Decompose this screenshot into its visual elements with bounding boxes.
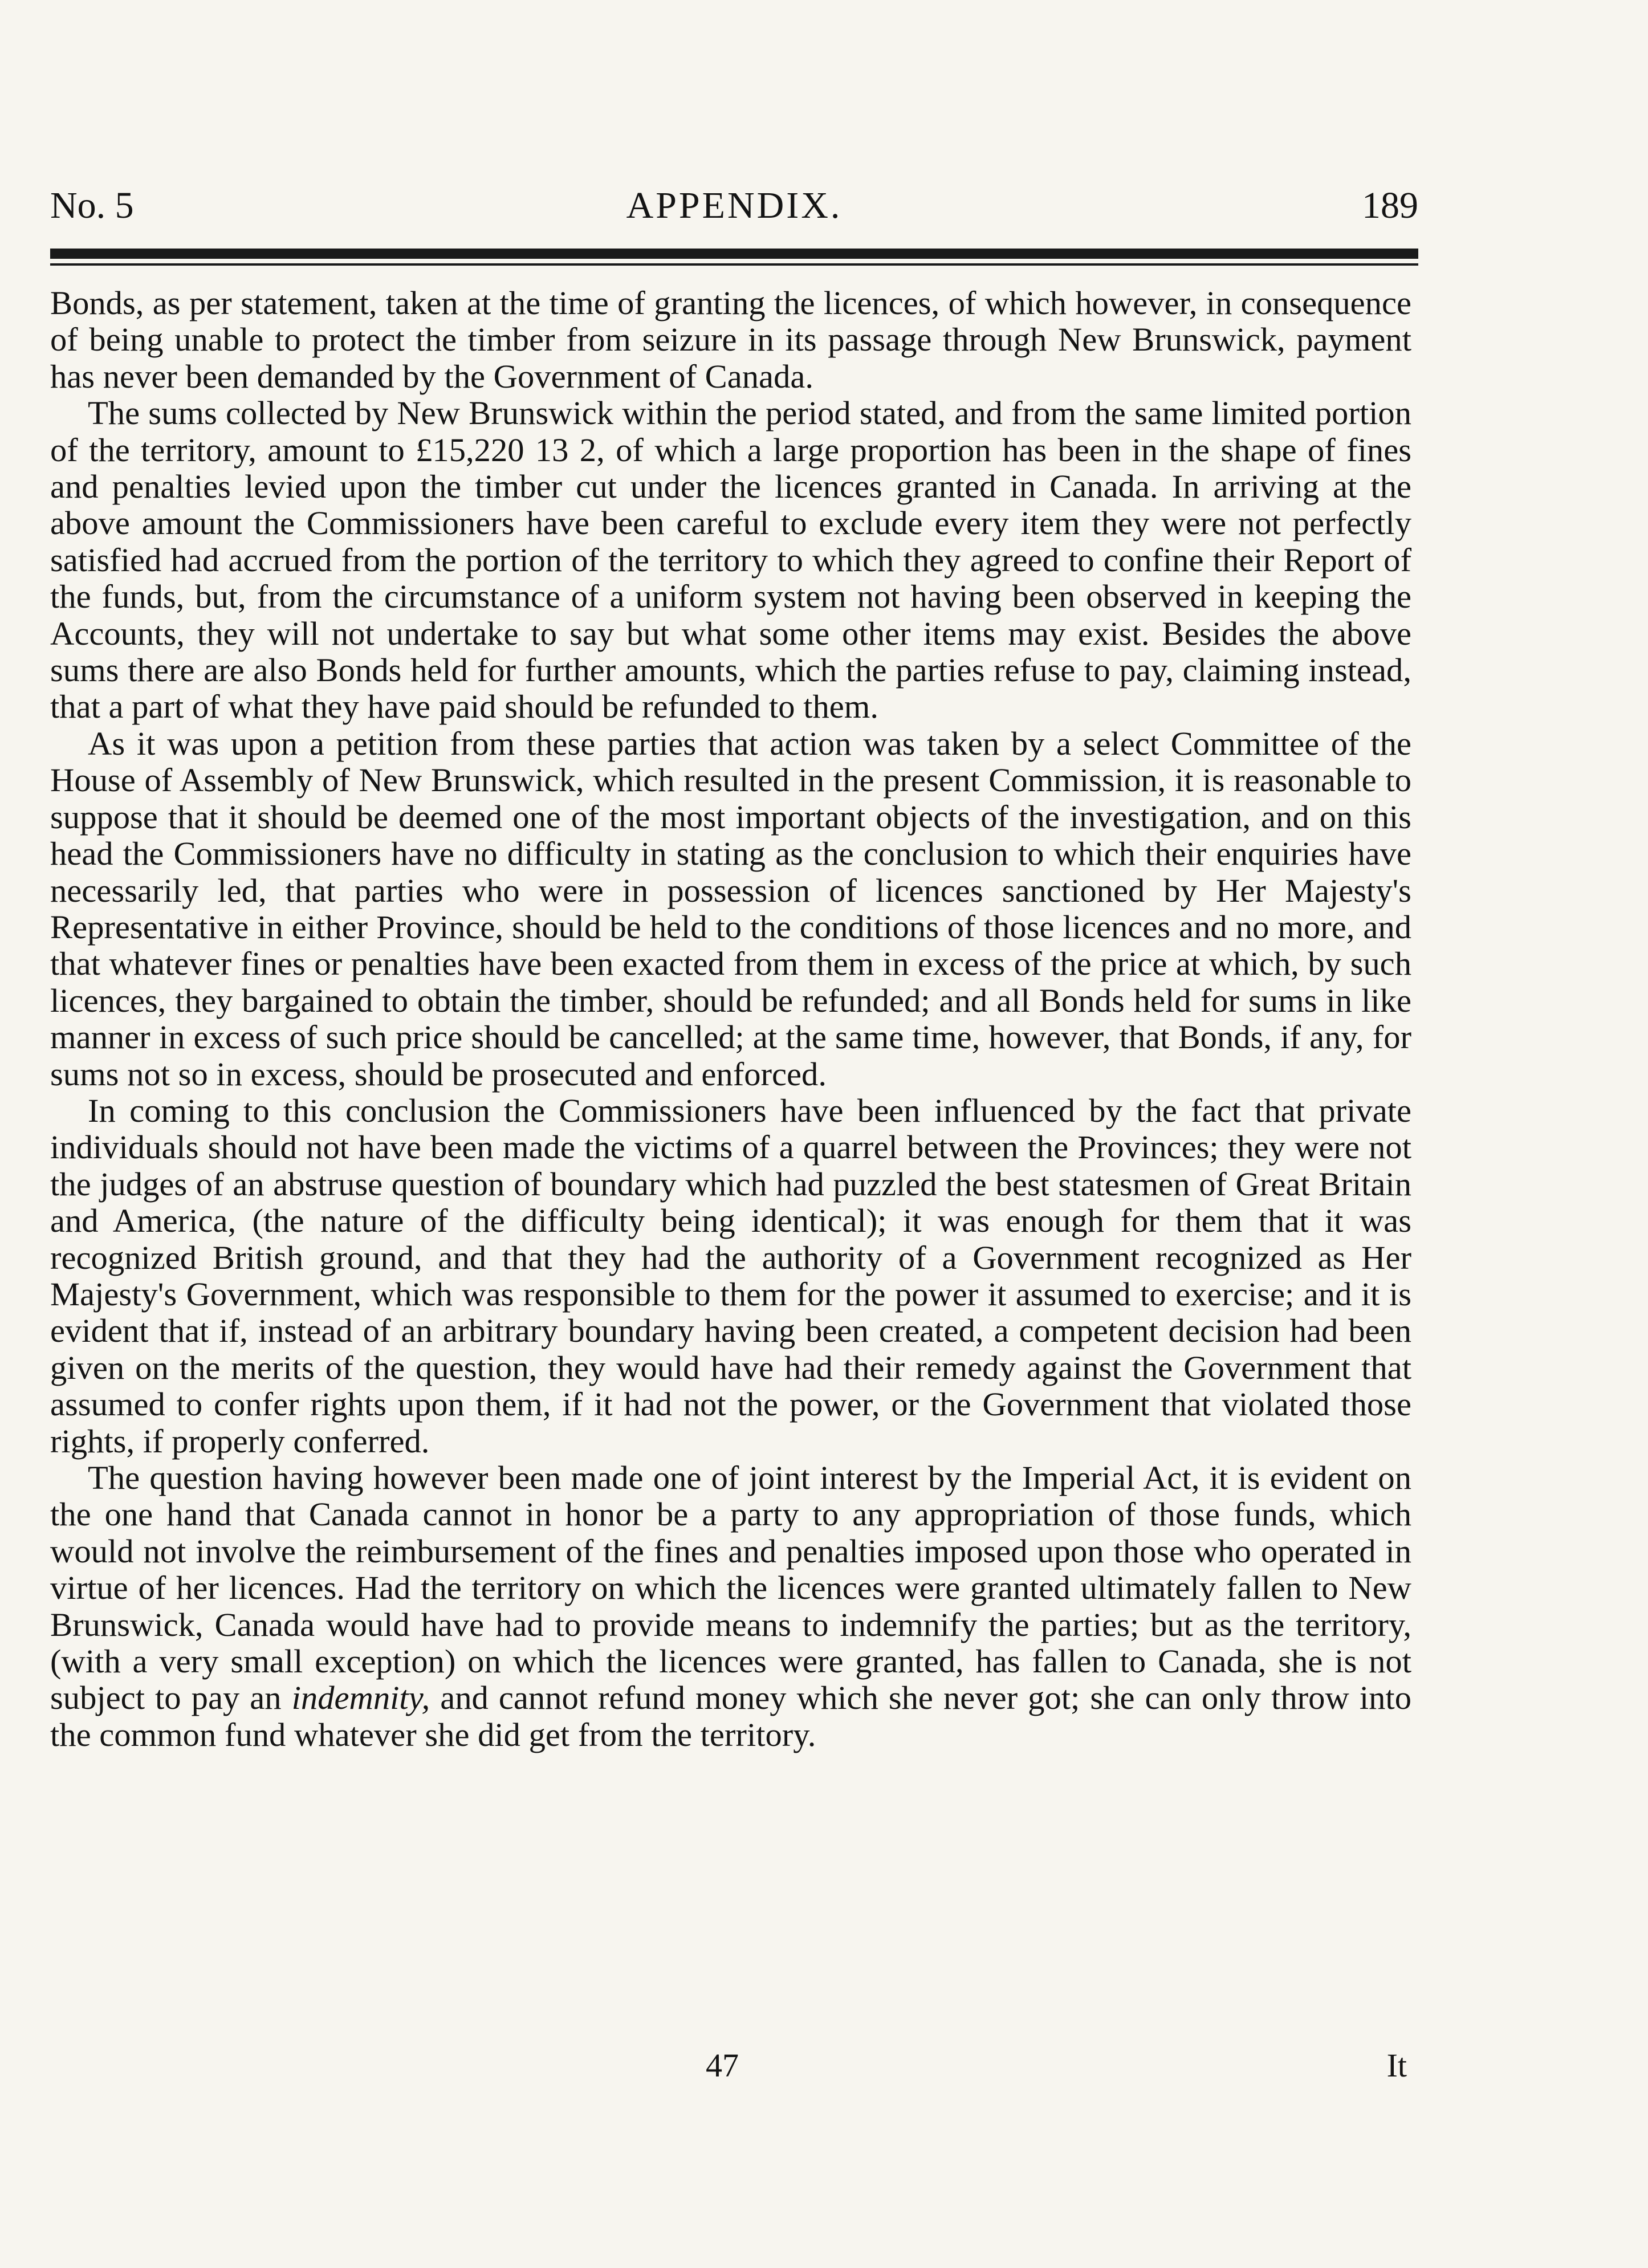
paragraph-continuation: Bonds, as per statement, taken at the time of granting the licences, of which however, in consequence of being unable to protect the timber from seizure in its passage through New Brunswick, payment has never been demanded by the Government of Canada.: [50, 284, 1411, 395]
paragraph-joint-interest: [50, 1460, 1411, 1753]
page-footer: [50, 2046, 1418, 2092]
running-title: APPENDIX.: [626, 185, 843, 226]
paragraph-petition: As it was upon a petition from these parties that action was taken by a select Committee of the House of Assembly of New Brunswick, which resulted in the present Commission, it is reasonable to suppose that it should be deemed one of the most important objects of the investigation, and on this head the Commissioners have no difficulty in stating as the conclusion to which their enquiries have necessarily led, that parties who were in possession of licences sanctioned by Her Majesty's Representative in either Province, should be held to the conditions of those licences and no more, and that whatever fines or penalties have been exacted from them in excess of the price at which, by such licences, they bargained to obtain the timber, should be refunded; and all Bonds held for sums in like manner in excess of such price should be cancelled; at the same time, however, that Bonds, if any, for sums not so in excess, should be prosecuted and enforced.: [50, 724, 1411, 1093]
catchword: It: [1386, 2047, 1407, 2084]
body-text: [50, 285, 1411, 1753]
signature-mark: 47: [706, 2047, 739, 2084]
header-rule-thin: [50, 263, 1418, 266]
header-rule-thick: [50, 249, 1418, 259]
document-number: No. 5: [50, 185, 134, 226]
italic-word: indemnity,: [291, 1679, 430, 1717]
paragraph-text-after: and cannot refund money which she never got; she can only throw into the common fund whatever she did get from the territory.: [50, 1679, 1411, 1753]
page-header: [50, 187, 1418, 250]
page-number: 189: [1362, 185, 1418, 226]
paragraph-text-before: The question having however been made one of joint interest by the Imperial Act, it is evident on the one hand that Canada cannot in honor be a party to any appropriation of those funds, which would not involve the reimbursement of the fines and penalties imposed upon those who operated in virtue of her licences. Had the territory on which the licences were granted ultimately fallen to New Brunswick, Canada would have had to provide means to indemnify the parties; but as the territory, (with a very small exception) on which the licences were granted, has fallen to Canada, she is not subject to pay an: [50, 1459, 1411, 1717]
paragraph-conclusion: In coming to this conclusion the Commissioners have been influenced by the fact that private individuals should not have been made the victims of a quarrel between the Provinces; they were not the judges of an abstruse question of boundary which had puzzled the best statesmen of Great Britain and America, (the nature of the difficulty being identical); it was enough for them that it was recognized British ground, and that they had the authority of a Government recognized as Her Majesty's Government, which was responsible to them for the power it assumed to exercise; and it is evident that if, instead of an arbitrary boundary having been created, a competent decision had been given on the merits of the question, they would have had their remedy against the Government that assumed to confer rights upon them, if it had not the power, or the Government that violated those rights, if properly conferred.: [50, 1092, 1411, 1460]
paragraph-sums-collected: The sums collected by New Brunswick within the period stated, and from the same limited portion of the territory, amount to £15,220 13 2, of which a large proportion has been in the shape of fines and penalties levied upon the timber cut under the licences granted in Canada. In arriving at the above amount the Commissioners have been careful to exclude every item they were not perfectly satisfied had accrued from the portion of the territory to which they agreed to confine their Report of the funds, but, from the circumstance of a uniform system not having been observed in keeping the Accounts, they will not undertake to say but what some other items may exist. Besides the above sums there are also Bonds held for further amounts, which the parties refuse to pay, claiming instead, that a part of what they have paid should be refunded to them.: [50, 394, 1411, 726]
